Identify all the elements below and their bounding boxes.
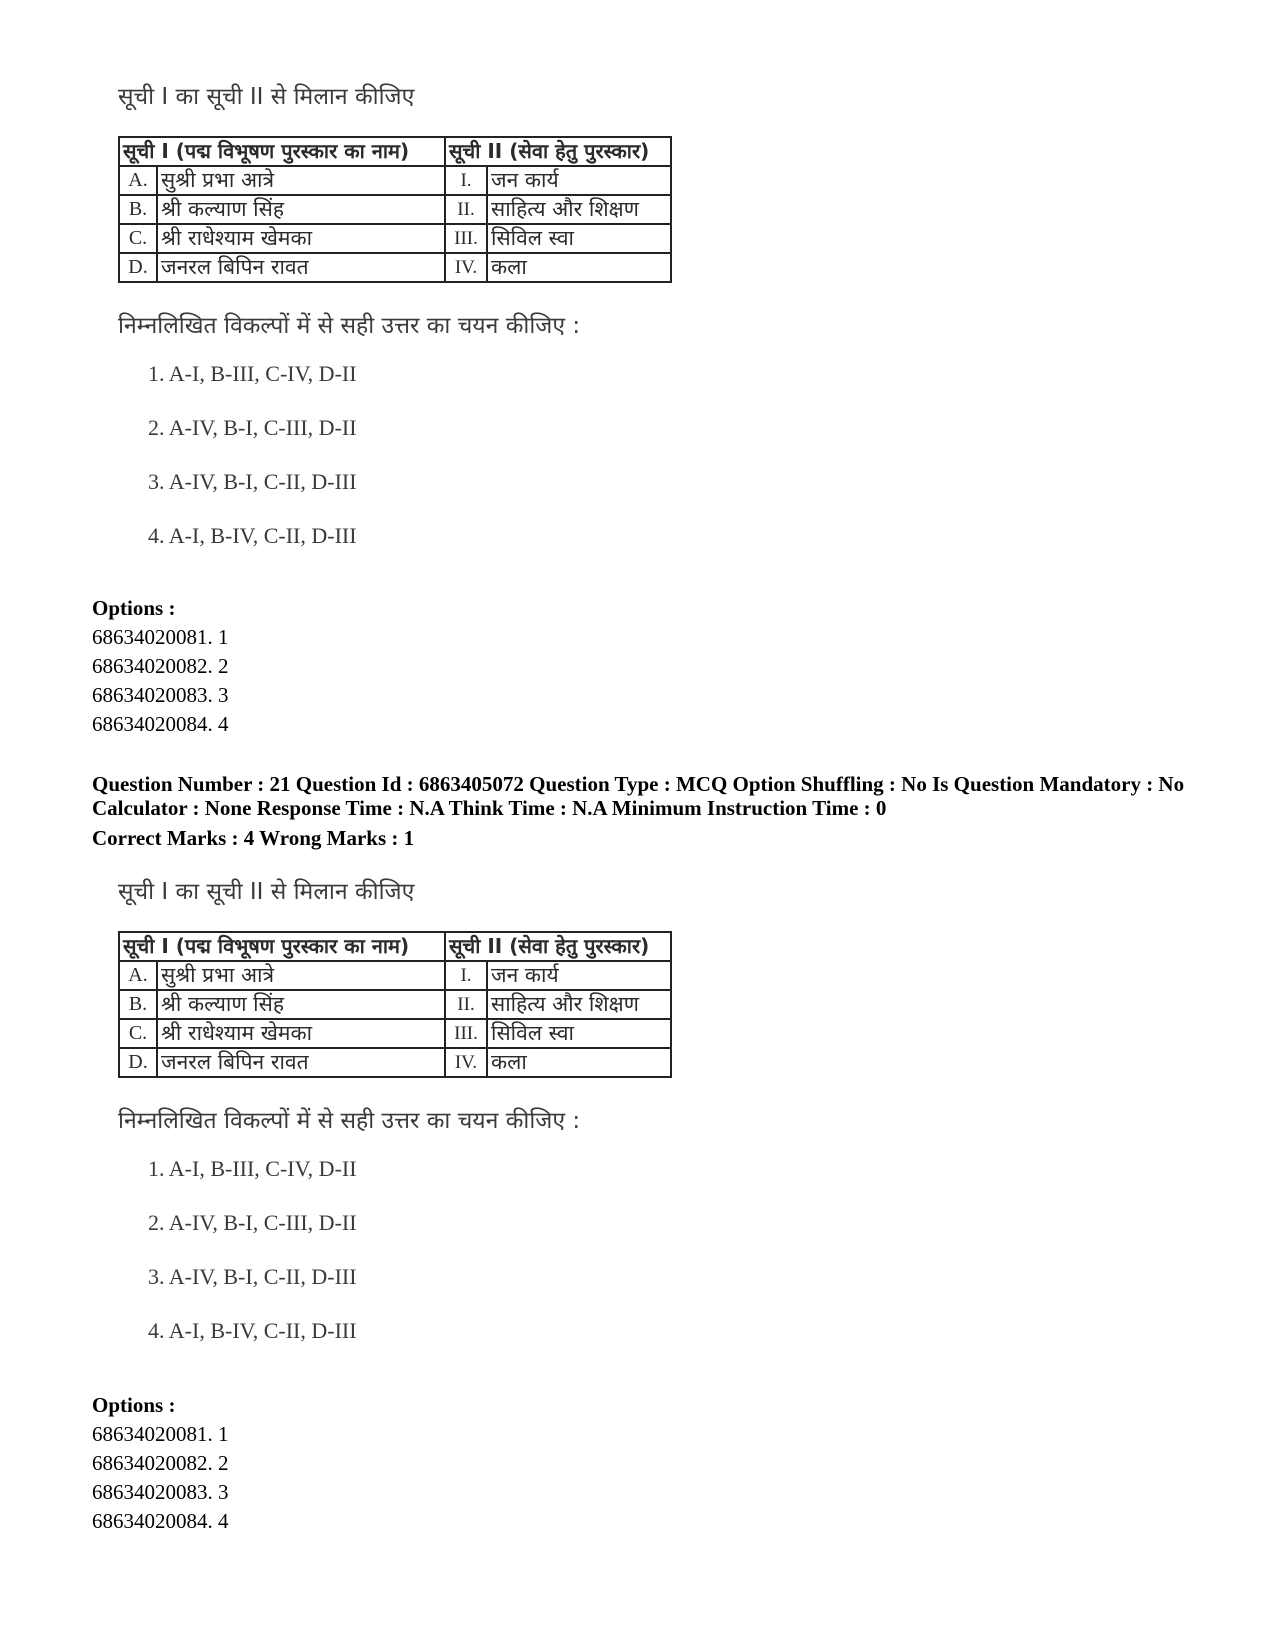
row-label: III.: [445, 1019, 487, 1048]
option-item: 68634020083. 3: [92, 1480, 229, 1504]
answer-choices: [118, 359, 718, 575]
row-label: A.: [119, 961, 157, 990]
table-header-list1: सूची I (पद्म विभूषण पुरस्कार का नाम): [119, 137, 445, 166]
question-marks: Correct Marks : 4 Wrong Marks : 1: [92, 826, 415, 850]
answer-choice: 3. A-IV, B-I, C-II, D-III: [148, 1264, 357, 1289]
answer-choice: 4. A-I, B-IV, C-II, D-III: [148, 1318, 357, 1343]
row-label: A.: [119, 166, 157, 195]
question-image-2: [118, 877, 718, 1370]
row-label: B.: [119, 195, 157, 224]
row-item: श्री कल्याण सिंह: [157, 195, 445, 224]
row-item: साहित्य और शिक्षण: [487, 195, 671, 224]
options-title: Options :: [92, 596, 176, 620]
row-item: सिविल स्वा: [487, 224, 671, 253]
table-row: [119, 195, 671, 224]
answer-choice: 3. A-IV, B-I, C-II, D-III: [148, 469, 357, 494]
question-instruction: निम्नलिखित विकल्पों में से सही उत्तर का चयन कीजिए :: [118, 313, 581, 339]
row-label: IV.: [445, 253, 487, 282]
row-item: जन कार्य: [487, 166, 671, 195]
answer-choice: 1. A-I, B-III, C-IV, D-II: [148, 1156, 357, 1181]
table-row: [119, 1048, 671, 1077]
row-item: कला: [487, 253, 671, 282]
table-row: [119, 253, 671, 282]
row-label: I.: [445, 166, 487, 195]
question-instruction: निम्नलिखित विकल्पों में से सही उत्तर का चयन कीजिए :: [118, 1108, 581, 1134]
table-header-list1: सूची I (पद्म विभूषण पुरस्कार का नाम): [119, 932, 445, 961]
row-item: कला: [487, 1048, 671, 1077]
row-label: C.: [119, 224, 157, 253]
row-item: सिविल स्वा: [487, 1019, 671, 1048]
table-row: [119, 990, 671, 1019]
row-item: जन कार्य: [487, 961, 671, 990]
table-header-list2: सूची II (सेवा हेतु पुरस्कार): [445, 932, 671, 961]
option-item: 68634020081. 1: [92, 625, 229, 649]
row-label: D.: [119, 253, 157, 282]
row-label: IV.: [445, 1048, 487, 1077]
row-label: II.: [445, 195, 487, 224]
option-item: 68634020082. 2: [92, 1451, 229, 1475]
row-label: B.: [119, 990, 157, 1019]
row-label: D.: [119, 1048, 157, 1077]
row-item: जनरल बिपिन रावत: [157, 253, 445, 282]
answer-choice: 2. A-IV, B-I, C-III, D-II: [148, 415, 357, 440]
table-header-row: [119, 137, 671, 166]
match-table: [118, 136, 672, 283]
table-header-row: [119, 932, 671, 961]
row-item: श्री कल्याण सिंह: [157, 990, 445, 1019]
question-prompt: सूची I का सूची II से मिलान कीजिए: [118, 84, 415, 110]
table-row: [119, 961, 671, 990]
match-table: [118, 931, 672, 1078]
answer-choice: 2. A-IV, B-I, C-III, D-II: [148, 1210, 357, 1235]
answer-choice: 1. A-I, B-III, C-IV, D-II: [148, 361, 357, 386]
table-row: [119, 224, 671, 253]
row-item: श्री राधेश्याम खेमका: [157, 224, 445, 253]
table-row: [119, 166, 671, 195]
table-row: [119, 1019, 671, 1048]
options-title: Options :: [92, 1393, 176, 1417]
answer-choice: 4. A-I, B-IV, C-II, D-III: [148, 523, 357, 548]
question-image-1: [118, 82, 718, 575]
row-item: साहित्य और शिक्षण: [487, 990, 671, 1019]
row-label: II.: [445, 990, 487, 1019]
option-item: 68634020081. 1: [92, 1422, 229, 1446]
row-item: श्री राधेश्याम खेमका: [157, 1019, 445, 1048]
row-label: III.: [445, 224, 487, 253]
option-item: 68634020083. 3: [92, 683, 229, 707]
option-item: 68634020084. 4: [92, 712, 229, 736]
row-item: जनरल बिपिन रावत: [157, 1048, 445, 1077]
row-item: सुश्री प्रभा आत्रे: [157, 166, 445, 195]
row-label: I.: [445, 961, 487, 990]
row-label: C.: [119, 1019, 157, 1048]
question-prompt: सूची I का सूची II से मिलान कीजिए: [118, 879, 415, 905]
answer-choices: [118, 1154, 718, 1370]
table-header-list2: सूची II (सेवा हेतु पुरस्कार): [445, 137, 671, 166]
option-item: 68634020084. 4: [92, 1509, 229, 1533]
question-meta: Question Number : 21 Question Id : 6863405072 Question Type : MCQ Option Shuffling : No Is Question Mandatory : No Calculator : None Response Time : N.A Think Time : N.A Minimum Instruction Time : 0: [92, 772, 1185, 820]
option-item: 68634020082. 2: [92, 654, 229, 678]
row-item: सुश्री प्रभा आत्रे: [157, 961, 445, 990]
